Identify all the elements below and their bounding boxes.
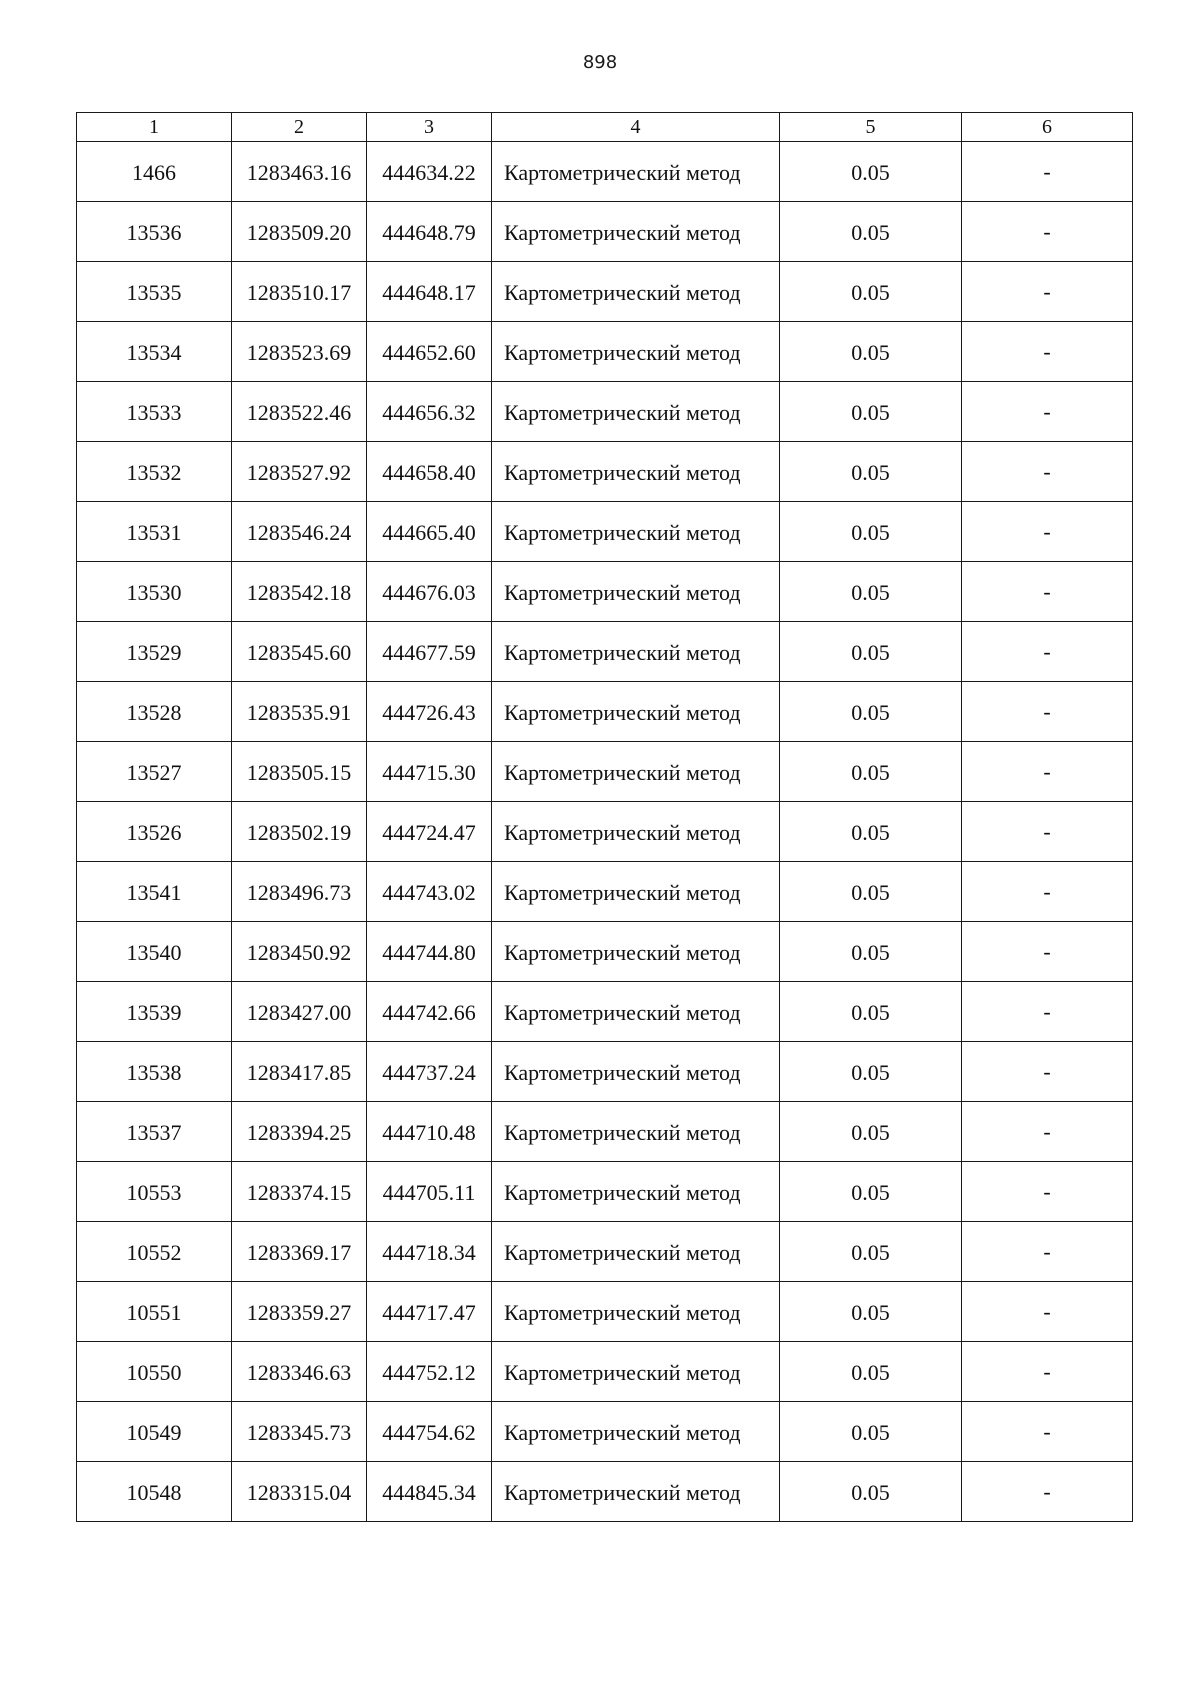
x-coordinate-cell: 1283346.63 [232, 1342, 367, 1402]
x-coordinate-cell: 1283496.73 [232, 862, 367, 922]
accuracy-cell: 0.05 [780, 862, 962, 922]
point-number-cell: 13532 [77, 442, 232, 502]
table-row [77, 1342, 1133, 1402]
table-row [77, 322, 1133, 382]
y-coordinate-cell: 444652.60 [367, 322, 492, 382]
accuracy-cell: 0.05 [780, 1042, 962, 1102]
header-cell-2: 2 [232, 113, 367, 142]
y-coordinate-cell: 444737.24 [367, 1042, 492, 1102]
accuracy-cell: 0.05 [780, 622, 962, 682]
x-coordinate-cell: 1283523.69 [232, 322, 367, 382]
accuracy-cell: 0.05 [780, 1102, 962, 1162]
x-coordinate-cell: 1283545.60 [232, 622, 367, 682]
accuracy-cell: 0.05 [780, 1342, 962, 1402]
table-row [77, 982, 1133, 1042]
method-cell: Картометрический метод [492, 442, 780, 502]
method-cell: Картометрический метод [492, 1342, 780, 1402]
table-row [77, 142, 1133, 202]
method-cell: Картометрический метод [492, 142, 780, 202]
y-coordinate-cell: 444724.47 [367, 802, 492, 862]
y-coordinate-cell: 444648.79 [367, 202, 492, 262]
method-cell: Картометрический метод [492, 742, 780, 802]
point-number-cell: 1466 [77, 142, 232, 202]
y-coordinate-cell: 444754.62 [367, 1402, 492, 1462]
y-coordinate-cell: 444715.30 [367, 742, 492, 802]
y-coordinate-cell: 444845.34 [367, 1462, 492, 1522]
point-number-cell: 10550 [77, 1342, 232, 1402]
table-row [77, 502, 1133, 562]
method-cell: Картометрический метод [492, 262, 780, 322]
point-number-cell: 10552 [77, 1222, 232, 1282]
x-coordinate-cell: 1283450.92 [232, 922, 367, 982]
x-coordinate-cell: 1283509.20 [232, 202, 367, 262]
x-coordinate-cell: 1283394.25 [232, 1102, 367, 1162]
note-cell: - [962, 622, 1133, 682]
note-cell: - [962, 1222, 1133, 1282]
note-cell: - [962, 742, 1133, 802]
accuracy-cell: 0.05 [780, 1402, 962, 1462]
method-cell: Картометрический метод [492, 802, 780, 862]
accuracy-cell: 0.05 [780, 322, 962, 382]
point-number-cell: 13535 [77, 262, 232, 322]
header-cell-5: 5 [780, 113, 962, 142]
method-cell: Картометрический метод [492, 1222, 780, 1282]
accuracy-cell: 0.05 [780, 1222, 962, 1282]
table-row [77, 382, 1133, 442]
table-row [77, 1402, 1133, 1462]
note-cell: - [962, 922, 1133, 982]
note-cell: - [962, 1042, 1133, 1102]
point-number-cell: 13539 [77, 982, 232, 1042]
table-row [77, 1042, 1133, 1102]
y-coordinate-cell: 444718.34 [367, 1222, 492, 1282]
note-cell: - [962, 142, 1133, 202]
note-cell: - [962, 562, 1133, 622]
x-coordinate-cell: 1283546.24 [232, 502, 367, 562]
note-cell: - [962, 1342, 1133, 1402]
accuracy-cell: 0.05 [780, 742, 962, 802]
accuracy-cell: 0.05 [780, 202, 962, 262]
point-number-cell: 13541 [77, 862, 232, 922]
point-number-cell: 10551 [77, 1282, 232, 1342]
accuracy-cell: 0.05 [780, 682, 962, 742]
y-coordinate-cell: 444676.03 [367, 562, 492, 622]
accuracy-cell: 0.05 [780, 802, 962, 862]
note-cell: - [962, 442, 1133, 502]
accuracy-cell: 0.05 [780, 382, 962, 442]
table-row [77, 922, 1133, 982]
header-cell-3: 3 [367, 113, 492, 142]
y-coordinate-cell: 444656.32 [367, 382, 492, 442]
x-coordinate-cell: 1283505.15 [232, 742, 367, 802]
table-row [77, 562, 1133, 622]
point-number-cell: 13528 [77, 682, 232, 742]
point-number-cell: 13538 [77, 1042, 232, 1102]
table-row [77, 862, 1133, 922]
accuracy-cell: 0.05 [780, 1162, 962, 1222]
point-number-cell: 13540 [77, 922, 232, 982]
x-coordinate-cell: 1283315.04 [232, 1462, 367, 1522]
point-number-cell: 13526 [77, 802, 232, 862]
method-cell: Картометрический метод [492, 1102, 780, 1162]
note-cell: - [962, 1282, 1133, 1342]
point-number-cell: 13527 [77, 742, 232, 802]
x-coordinate-cell: 1283417.85 [232, 1042, 367, 1102]
x-coordinate-cell: 1283359.27 [232, 1282, 367, 1342]
method-cell: Картометрический метод [492, 322, 780, 382]
method-cell: Картометрический метод [492, 502, 780, 562]
accuracy-cell: 0.05 [780, 262, 962, 322]
point-number-cell: 13537 [77, 1102, 232, 1162]
table-row [77, 1102, 1133, 1162]
x-coordinate-cell: 1283369.17 [232, 1222, 367, 1282]
y-coordinate-cell: 444744.80 [367, 922, 492, 982]
header-cell-4: 4 [492, 113, 780, 142]
note-cell: - [962, 982, 1133, 1042]
note-cell: - [962, 802, 1133, 862]
method-cell: Картометрический метод [492, 562, 780, 622]
y-coordinate-cell: 444648.17 [367, 262, 492, 322]
accuracy-cell: 0.05 [780, 922, 962, 982]
x-coordinate-cell: 1283345.73 [232, 1402, 367, 1462]
accuracy-cell: 0.05 [780, 442, 962, 502]
point-number-cell: 13530 [77, 562, 232, 622]
y-coordinate-cell: 444677.59 [367, 622, 492, 682]
point-number-cell: 13534 [77, 322, 232, 382]
method-cell: Картометрический метод [492, 1042, 780, 1102]
table-row [77, 802, 1133, 862]
x-coordinate-cell: 1283374.15 [232, 1162, 367, 1222]
note-cell: - [962, 1102, 1133, 1162]
x-coordinate-cell: 1283510.17 [232, 262, 367, 322]
x-coordinate-cell: 1283527.92 [232, 442, 367, 502]
note-cell: - [962, 502, 1133, 562]
method-cell: Картометрический метод [492, 622, 780, 682]
table-row [77, 1162, 1133, 1222]
note-cell: - [962, 682, 1133, 742]
header-cell-6: 6 [962, 113, 1133, 142]
accuracy-cell: 0.05 [780, 982, 962, 1042]
table-row [77, 262, 1133, 322]
note-cell: - [962, 262, 1133, 322]
accuracy-cell: 0.05 [780, 142, 962, 202]
table-row [77, 742, 1133, 802]
note-cell: - [962, 1402, 1133, 1462]
x-coordinate-cell: 1283502.19 [232, 802, 367, 862]
coordinates-table [76, 112, 1133, 1522]
y-coordinate-cell: 444634.22 [367, 142, 492, 202]
note-cell: - [962, 382, 1133, 442]
x-coordinate-cell: 1283542.18 [232, 562, 367, 622]
method-cell: Картометрический метод [492, 982, 780, 1042]
method-cell: Картометрический метод [492, 682, 780, 742]
method-cell: Картометрический метод [492, 862, 780, 922]
y-coordinate-cell: 444658.40 [367, 442, 492, 502]
y-coordinate-cell: 444705.11 [367, 1162, 492, 1222]
accuracy-cell: 0.05 [780, 502, 962, 562]
point-number-cell: 13536 [77, 202, 232, 262]
point-number-cell: 10548 [77, 1462, 232, 1522]
method-cell: Картометрический метод [492, 202, 780, 262]
table-row [77, 442, 1133, 502]
y-coordinate-cell: 444710.48 [367, 1102, 492, 1162]
method-cell: Картометрический метод [492, 1402, 780, 1462]
method-cell: Картометрический метод [492, 382, 780, 442]
table-body [77, 142, 1133, 1522]
point-number-cell: 13531 [77, 502, 232, 562]
accuracy-cell: 0.05 [780, 1462, 962, 1522]
x-coordinate-cell: 1283427.00 [232, 982, 367, 1042]
table-row [77, 622, 1133, 682]
table-row [77, 1222, 1133, 1282]
point-number-cell: 10553 [77, 1162, 232, 1222]
note-cell: - [962, 1162, 1133, 1222]
note-cell: - [962, 1462, 1133, 1522]
table-row [77, 202, 1133, 262]
y-coordinate-cell: 444752.12 [367, 1342, 492, 1402]
method-cell: Картометрический метод [492, 1462, 780, 1522]
note-cell: - [962, 202, 1133, 262]
method-cell: Картометрический метод [492, 1282, 780, 1342]
accuracy-cell: 0.05 [780, 562, 962, 622]
method-cell: Картометрический метод [492, 1162, 780, 1222]
x-coordinate-cell: 1283535.91 [232, 682, 367, 742]
point-number-cell: 13529 [77, 622, 232, 682]
y-coordinate-cell: 444717.47 [367, 1282, 492, 1342]
method-cell: Картометрический метод [492, 922, 780, 982]
y-coordinate-cell: 444743.02 [367, 862, 492, 922]
header-cell-1: 1 [77, 113, 232, 142]
note-cell: - [962, 862, 1133, 922]
note-cell: - [962, 322, 1133, 382]
table-row [77, 1462, 1133, 1522]
page-number: 898 [582, 52, 618, 73]
table-row [77, 682, 1133, 742]
y-coordinate-cell: 444665.40 [367, 502, 492, 562]
y-coordinate-cell: 444742.66 [367, 982, 492, 1042]
point-number-cell: 13533 [77, 382, 232, 442]
y-coordinate-cell: 444726.43 [367, 682, 492, 742]
table-row [77, 1282, 1133, 1342]
point-number-cell: 10549 [77, 1402, 232, 1462]
x-coordinate-cell: 1283463.16 [232, 142, 367, 202]
accuracy-cell: 0.05 [780, 1282, 962, 1342]
x-coordinate-cell: 1283522.46 [232, 382, 367, 442]
header-row [77, 113, 1133, 142]
